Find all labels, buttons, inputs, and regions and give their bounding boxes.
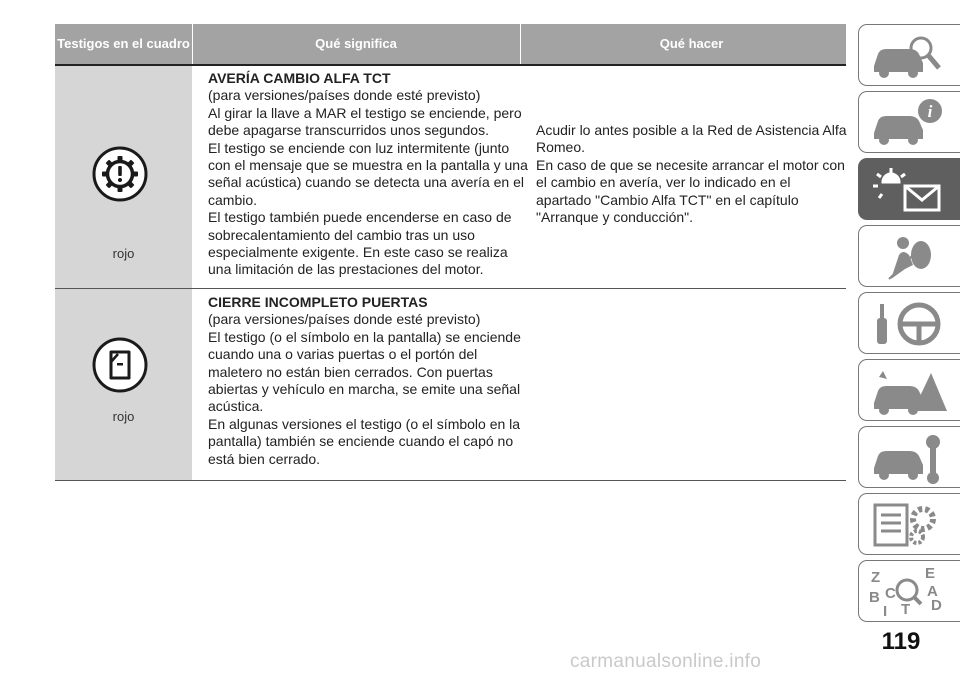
car-accident-icon — [869, 365, 949, 417]
tab-car-accident[interactable] — [858, 359, 960, 421]
action-cell — [536, 122, 848, 226]
meaning-line: (para versiones/países donde esté previsto) — [208, 311, 481, 328]
page-number: 119 — [881, 628, 921, 655]
tab-key-steering[interactable] — [858, 292, 960, 354]
header-indicators: Testigos en el cuadro — [57, 36, 190, 51]
meaning-line: El testigo (o el símbolo en la pantalla) se enciende cuando una o varias puertas o el portón del maletero no están bien cerrados. Con puertas abiertas y vehículo en marcha, se emite una señal acústica. — [208, 328, 521, 415]
car-info-icon — [869, 97, 949, 149]
meaning-line: Al girar la llave a MAR el testigo se enciende, pero debe apagarse transcurridos unos segundos. — [208, 104, 522, 139]
meaning-line: El testigo se enciende con luz intermitente (junto con el mensaje que se muestra en la pantalla y una señal acústica) cuando se detecta una avería en el cambio. — [208, 139, 528, 208]
light-color-label: rojo — [112, 409, 135, 424]
tab-warning-lights[interactable] — [858, 158, 960, 220]
meaning-line: (para versiones/países donde esté previsto) — [208, 87, 481, 104]
warning-lights-icon — [869, 164, 949, 216]
svg-text:i: i — [927, 102, 933, 121]
header-meaning: Qué significa — [315, 36, 397, 51]
meaning-line: El testigo también puede encenderse en caso de sobrecalentamiento del cambio tras un uso especialmente exigente. En este caso se realiza una limitación de las prestaciones del motor. — [208, 209, 512, 278]
table-row-icon-cell — [55, 289, 192, 480]
table-header — [55, 24, 846, 64]
airbag-safety-icon — [869, 231, 949, 283]
svg-text:B: B — [869, 589, 880, 606]
door-open-icon — [92, 337, 148, 393]
action-line: Acudir lo antes posible a la Red de Asistencia Alfa Romeo. — [536, 122, 847, 156]
action-line: En caso de que se necesite arrancar el motor con el cambio en avería, ver lo indicado en el apartado "Cambio Alfa TCT" en el capítulo "Arranque y conducción". — [536, 156, 845, 226]
svg-text:I: I — [883, 603, 888, 618]
table-row-icon-cell — [55, 66, 192, 288]
tab-specs[interactable] — [858, 493, 960, 555]
tab-airbag-safety[interactable] — [858, 225, 960, 287]
svg-text:C: C — [885, 585, 896, 602]
meaning-cell — [208, 294, 530, 468]
alphabet-index-icon — [869, 566, 949, 618]
tab-car-wrench[interactable] — [858, 426, 960, 488]
svg-text:D: D — [931, 597, 942, 614]
light-color-label: rojo — [112, 246, 135, 261]
warning-title: AVERÍA CAMBIO ALFA TCT — [208, 70, 391, 86]
car-search-icon — [869, 30, 949, 82]
tab-alphabet-index[interactable] — [858, 560, 960, 622]
meaning-cell — [208, 70, 530, 279]
footer-watermark: carmanualsonline.info — [570, 651, 762, 672]
meaning-line: En algunas versiones el testigo (o el símbolo en la pantalla) también se enciende cuando el capó no está bien cerrado. — [208, 415, 521, 467]
tab-car-info[interactable] — [858, 91, 960, 153]
specs-gear-icon — [869, 499, 949, 551]
svg-text:A: A — [927, 583, 938, 600]
svg-text:E: E — [925, 566, 936, 582]
warning-title: CIERRE INCOMPLETO PUERTAS — [208, 294, 428, 310]
svg-text:T: T — [901, 601, 911, 618]
svg-text:Z: Z — [871, 569, 881, 586]
tab-car-search[interactable] — [858, 24, 960, 86]
key-steering-wheel-icon — [869, 298, 949, 350]
header-action: Qué hacer — [659, 36, 724, 51]
transmission-warning-icon — [92, 146, 148, 202]
car-wrench-icon — [869, 432, 949, 484]
